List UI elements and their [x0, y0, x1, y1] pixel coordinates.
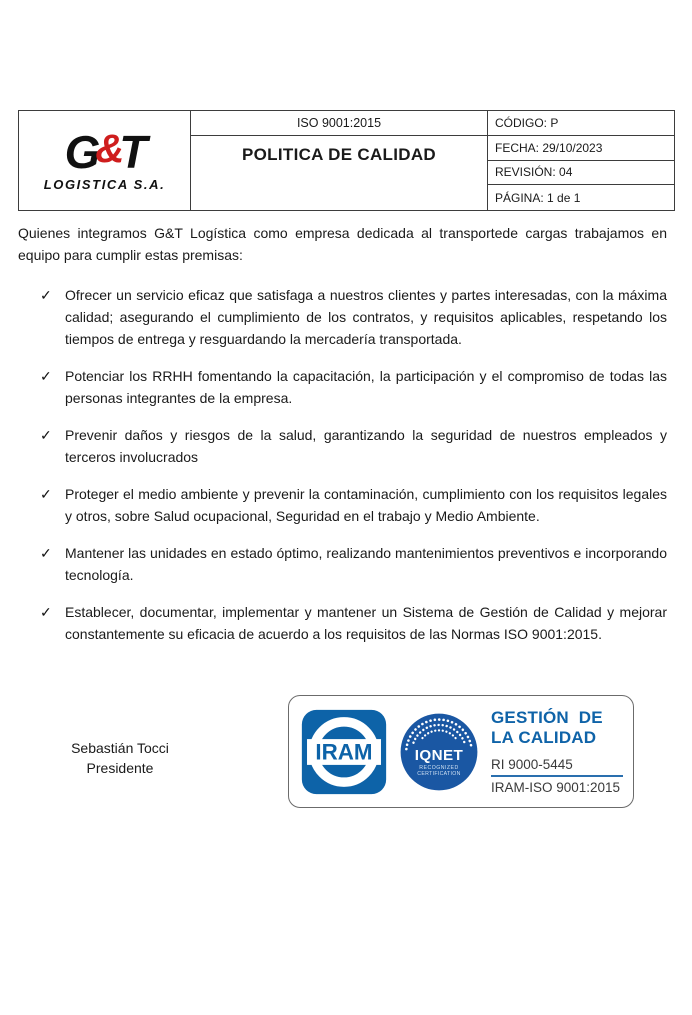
document-header-table [18, 110, 675, 211]
iso-standard-label: ISO 9001:2015 [191, 111, 487, 136]
document-body [18, 110, 675, 660]
iram-logo-icon [301, 709, 387, 795]
company-logo [19, 111, 191, 210]
policy-item [18, 365, 667, 409]
policy-item [18, 601, 667, 645]
policy-list [18, 284, 675, 645]
cert-standard: IRAM-ISO 9001:2015 [491, 780, 621, 795]
meta-revision: REVISIÓN: 04 [487, 161, 674, 186]
scheme-name-line2: LA CALIDAD [491, 728, 597, 747]
signatory-title: Presidente [86, 760, 154, 776]
signatory-name: Sebastián Tocci [71, 740, 169, 756]
logo-subtitle: LOGISTICA S.A. [43, 177, 166, 192]
meta-fecha: FECHA: 29/10/2023 [487, 136, 674, 161]
cert-divider [491, 775, 623, 777]
meta-pagina: PÁGINA: 1 de 1 [487, 185, 674, 210]
logo-wordmark [64, 126, 145, 178]
logo-ampersand: & [95, 127, 122, 171]
policy-item [18, 424, 667, 468]
certification-text [491, 708, 623, 795]
check-icon: ✓ [40, 368, 52, 384]
scheme-name-line1: GESTIÓN DE [491, 708, 603, 727]
policy-item-text: Prevenir daños y riesgos de la salud, garantizando la seguridad de nuestros empleados y terceros involucrados [65, 427, 667, 465]
check-icon: ✓ [40, 427, 52, 443]
check-icon: ✓ [40, 486, 52, 502]
policy-item-text: Mantener las unidades en estado óptimo, realizando mantenimientos preventivos e incorporando tecnología. [65, 545, 667, 583]
iqnet-logo-icon [399, 712, 479, 792]
policy-item-text: Ofrecer un servicio eficaz que satisfaga a nuestros clientes y partes interesadas, con la máxima calidad; asegurando el cumplimiento de los contratos, y requisitos aplicables, respetando los tiempos de entrega y resguardando la mercadería transportada. [65, 287, 667, 347]
iqnet-sub-label-2: CERTIFICATION [417, 770, 461, 777]
logo-letter-g: G [64, 126, 98, 178]
meta-codigo: CÓDIGO: P [487, 111, 674, 136]
intro-paragraph: Quienes integramos G&T Logística como empresa dedicada al transportede cargas trabajamos en equipo para cumplir estas premisas: [18, 225, 667, 263]
logo-letter-t: T [119, 126, 145, 178]
policy-item-text: Potenciar los RRHH fomentando la capacitación, la participación y el compromiso de todas las personas integrantes de la empresa. [65, 368, 667, 406]
check-icon: ✓ [40, 604, 52, 620]
iram-logo-label: IRAM [315, 738, 373, 764]
check-icon: ✓ [40, 545, 52, 561]
policy-item [18, 284, 667, 350]
policy-item-text: Establecer, documentar, implementar y mantener un Sistema de Gestión de Calidad y mejorar constantemente su eficacia de acuerdo a los requisitos de las Normas ISO 9001:2015. [65, 604, 667, 642]
certification-seal [288, 695, 634, 808]
policy-item-text: Proteger el medio ambiente y prevenir la contaminación, cumplimiento con los requisitos legales y otros, sobre Salud ocupacional, Seguridad en el trabajo y Medio Ambiente. [65, 486, 667, 524]
page-title: POLITICA DE CALIDAD [191, 136, 487, 210]
registry-number: RI 9000-5445 [491, 757, 573, 772]
policy-item [18, 542, 667, 586]
iqnet-sub-label-1: RECOGNIZED [419, 764, 459, 771]
signature-block [20, 738, 220, 778]
iqnet-logo-label: IQNET [414, 746, 464, 764]
check-icon: ✓ [40, 287, 52, 303]
policy-item [18, 483, 667, 527]
